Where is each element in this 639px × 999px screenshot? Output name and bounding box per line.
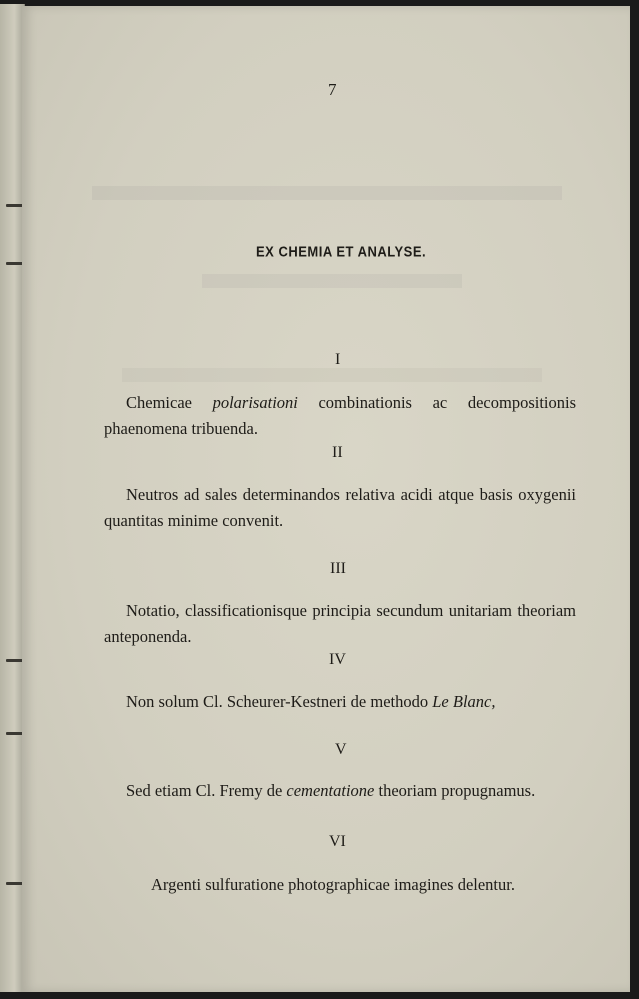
italic-run: polarisationi xyxy=(212,393,298,412)
thesis-text xyxy=(104,778,576,804)
text-run: Chemicae xyxy=(126,393,213,412)
thesis-numeral: IV xyxy=(329,651,346,668)
show-through xyxy=(202,274,462,288)
thesis-text xyxy=(104,689,576,715)
section-heading: EX CHEMIA ET ANALYSE. xyxy=(256,242,427,261)
text-run: Argenti sulfuratione photographicae imagines delentur. xyxy=(151,875,515,894)
show-through xyxy=(92,186,562,200)
thesis-numeral: III xyxy=(330,560,346,577)
thesis-numeral: V xyxy=(335,741,347,758)
text-run: Notatio, classificationisque principia secundum unitariam theoriam anteponenda. xyxy=(104,601,576,646)
thesis-text xyxy=(129,872,601,898)
page-number: 7 xyxy=(328,80,337,99)
show-through xyxy=(122,368,542,382)
thesis-text xyxy=(104,598,576,650)
thesis-numeral: VI xyxy=(329,833,346,850)
italic-run: Le Blanc, xyxy=(432,692,496,711)
thesis-numeral: I xyxy=(335,351,341,368)
text-run: combinationis ac decompositionis phaenomena tribuenda. xyxy=(104,393,577,438)
document-page xyxy=(22,6,630,992)
thesis-text xyxy=(104,390,576,442)
italic-run: cementatione xyxy=(286,781,375,800)
text-run: Neutros ad sales determinandos relativa acidi atque basis oxygenii quantitas minime convenit. xyxy=(104,485,576,530)
thesis-numeral: II xyxy=(332,444,343,461)
text-run: Non solum Cl. Scheurer-Kestneri de methodo xyxy=(126,692,433,711)
text-run: theoriam propugnamus. xyxy=(374,781,536,800)
thesis-text xyxy=(104,482,576,534)
text-run: Sed etiam Cl. Fremy de xyxy=(126,781,287,800)
